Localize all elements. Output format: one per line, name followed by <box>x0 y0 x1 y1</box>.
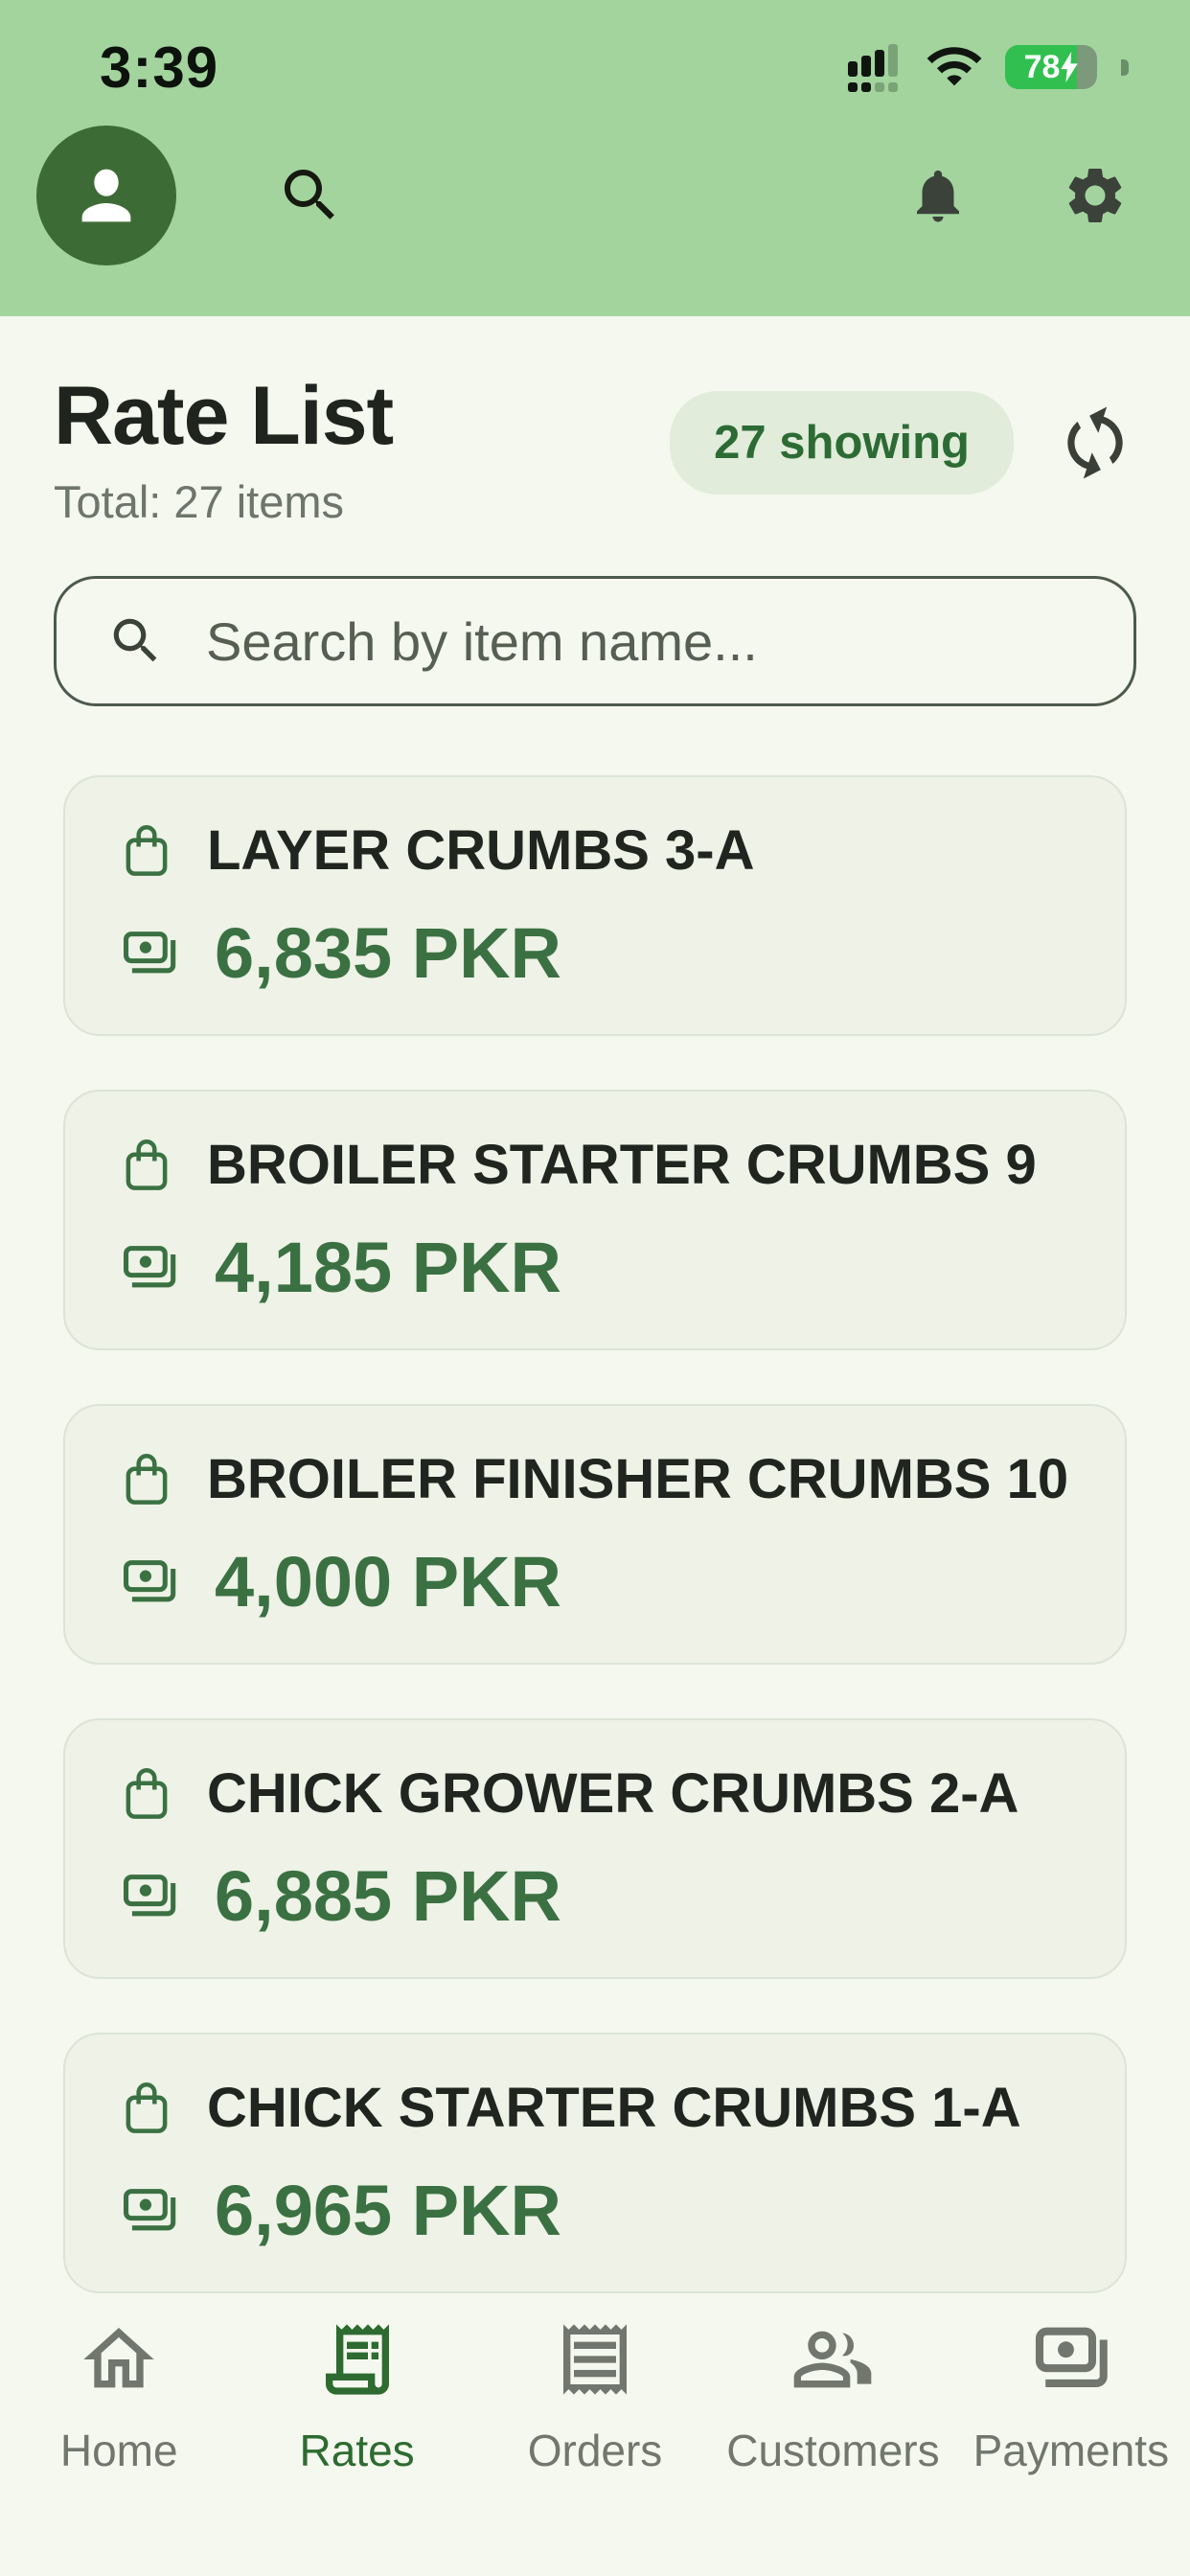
item-price: 6,965 PKR <box>215 2171 561 2250</box>
charging-bolt-icon <box>1061 52 1078 82</box>
nav-tab-rates[interactable] <box>238 2317 475 2576</box>
receipt-long-icon <box>315 2317 400 2402</box>
shopping-bag-icon <box>121 822 172 880</box>
payments-icon <box>1029 2317 1113 2402</box>
search-icon <box>276 161 345 230</box>
nav-tab-orders[interactable] <box>476 2317 714 2576</box>
person-icon <box>68 157 145 234</box>
rate-card[interactable] <box>63 1090 1127 1350</box>
wifi-icon <box>925 44 984 90</box>
status-bar <box>0 0 1190 100</box>
showing-badge: 27 showing <box>670 391 1014 494</box>
item-price: 4,185 PKR <box>215 1228 561 1307</box>
cellular-signal-icon <box>848 40 904 94</box>
header-toolbar <box>0 100 1190 291</box>
bottom-nav <box>0 2296 1190 2576</box>
item-name: CHICK GROWER CRUMBS 2-A <box>207 1762 1019 1825</box>
total-items-label: Total: 27 items <box>54 476 345 527</box>
item-price: 6,885 PKR <box>215 1856 561 1936</box>
shopping-bag-icon <box>121 1451 172 1508</box>
rate-card[interactable] <box>63 1718 1127 1979</box>
nav-tab-payments[interactable] <box>952 2317 1190 2576</box>
cash-icon <box>121 1870 180 1923</box>
item-price: 4,000 PKR <box>215 1542 561 1622</box>
refresh-button[interactable] <box>1054 402 1136 484</box>
rate-card[interactable] <box>63 2033 1127 2293</box>
cash-icon <box>121 1241 180 1295</box>
status-time: 3:39 <box>100 34 219 100</box>
item-name: LAYER CRUMBS 3-A <box>207 819 755 882</box>
cash-icon <box>121 2184 180 2238</box>
shopping-bag-icon <box>121 1137 172 1194</box>
battery-percent: 78 <box>1023 48 1061 85</box>
settings-button[interactable] <box>1062 162 1129 229</box>
rate-card[interactable] <box>63 1404 1127 1665</box>
search-bar <box>54 576 1136 706</box>
notifications-button[interactable] <box>906 162 970 229</box>
receipt-icon <box>553 2317 637 2402</box>
home-icon <box>77 2317 161 2402</box>
page-heading <box>0 316 1190 528</box>
page-title: Rate List <box>54 370 394 462</box>
people-icon <box>790 2317 875 2402</box>
status-icons <box>848 40 1129 94</box>
search-input[interactable] <box>206 610 1084 673</box>
nav-tab-home[interactable] <box>0 2317 238 2576</box>
nav-label: Customers <box>726 2426 940 2475</box>
rate-card[interactable] <box>63 775 1127 1036</box>
nav-label: Rates <box>299 2426 415 2475</box>
avatar-button[interactable] <box>36 126 176 265</box>
rate-card-list <box>63 775 1127 2293</box>
cash-icon <box>121 1555 180 1609</box>
shopping-bag-icon <box>121 2080 172 2137</box>
gear-icon <box>1062 162 1129 229</box>
shopping-bag-icon <box>121 1765 172 1823</box>
nav-label: Payments <box>973 2426 1170 2475</box>
search-icon <box>106 611 166 671</box>
cash-icon <box>121 927 180 980</box>
app-header <box>0 0 1190 316</box>
item-price: 6,835 PKR <box>215 913 561 993</box>
item-name: CHICK STARTER CRUMBS 1-A <box>207 2077 1021 2139</box>
battery-icon <box>1005 45 1097 89</box>
bell-icon <box>906 162 970 229</box>
sync-icon <box>1054 402 1136 484</box>
item-name: BROILER STARTER CRUMBS 9 <box>207 1134 1037 1196</box>
battery-nub <box>1121 59 1129 76</box>
nav-label: Home <box>59 2426 178 2475</box>
header-search-button[interactable] <box>276 161 345 230</box>
nav-label: Orders <box>527 2426 663 2475</box>
item-name: BROILER FINISHER CRUMBS 10 <box>207 1448 1069 1510</box>
nav-tab-customers[interactable] <box>714 2317 951 2576</box>
